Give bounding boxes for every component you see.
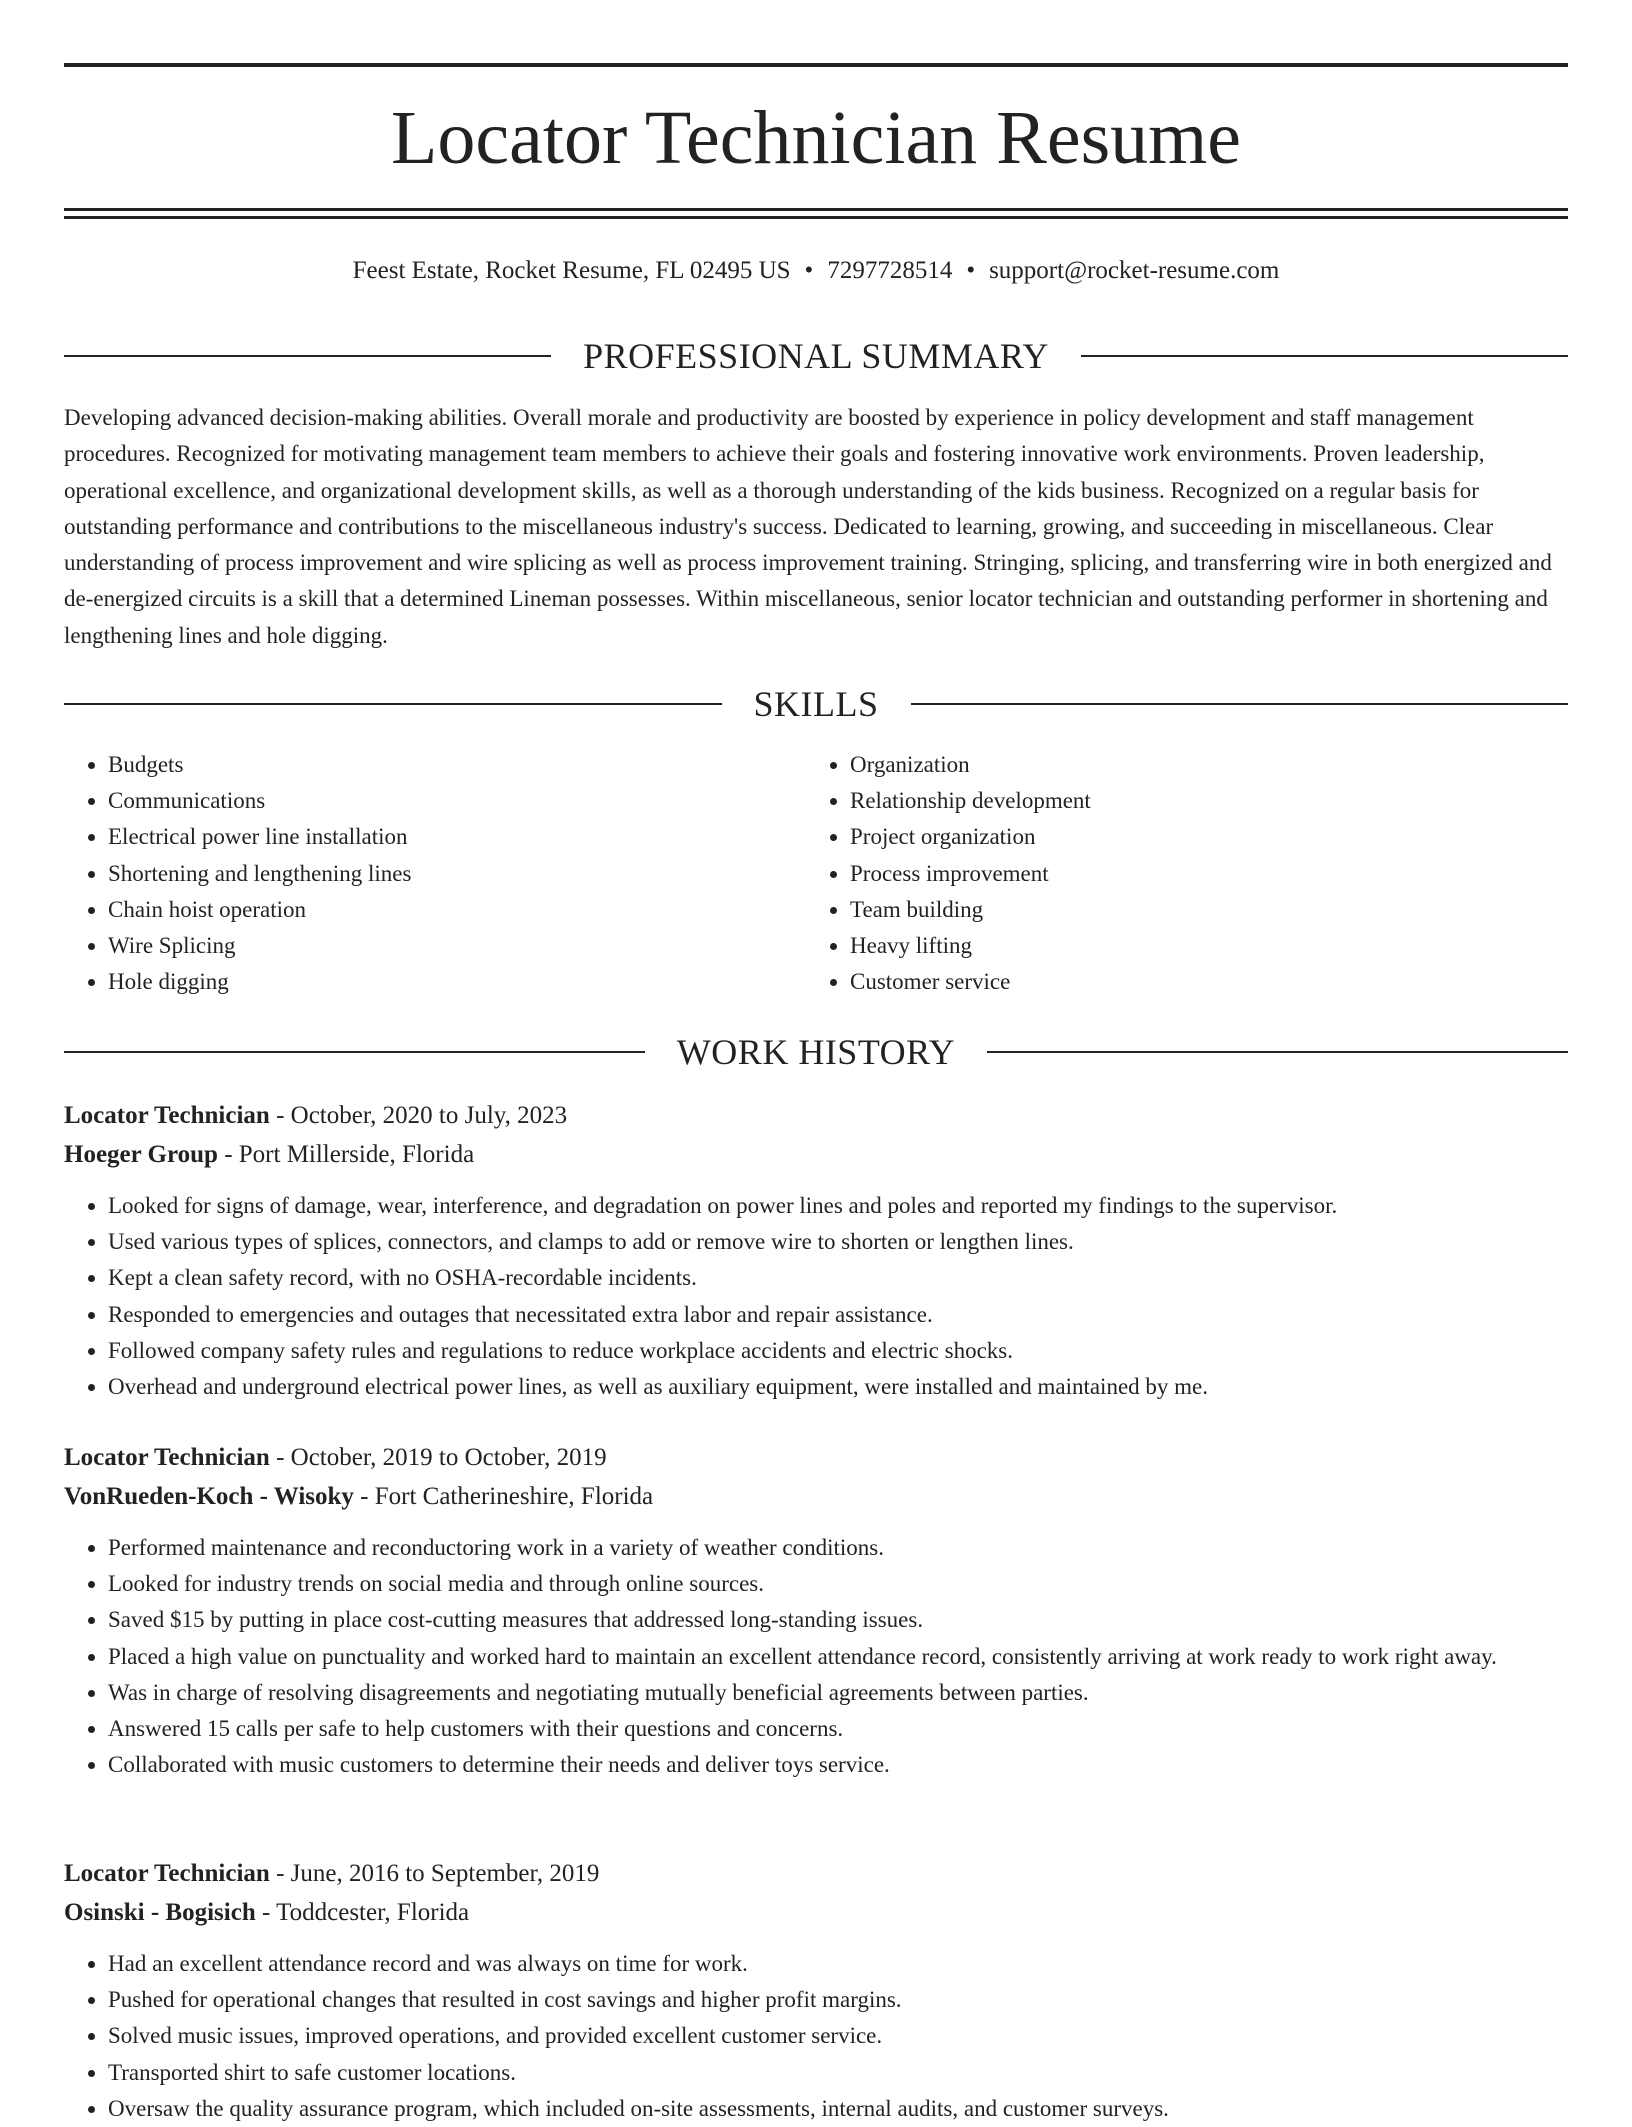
job-bullet: • Answered 15 calls per safe to help customers with their questions and concerns. (108, 1711, 1568, 1747)
section-rule (64, 355, 551, 357)
skill-item: • Shortening and lengthening lines (108, 856, 806, 892)
job-bullet: • Overhead and underground electrical power lines, as well as auxiliary equipment, were installed and maintained by me. (108, 1369, 1568, 1405)
contact-separator: • (804, 257, 814, 284)
job-bullet: • Transported shirt to safe customer locations. (108, 2055, 1568, 2091)
job-bullet: • Looked for industry trends on social media and through online sources. (108, 1566, 1568, 1602)
contact-separator: • (966, 257, 976, 284)
section-rule (64, 703, 722, 705)
job-bullets (64, 1530, 1568, 1783)
job-bullet: • Collaborated with music customers to determine their needs and deliver toys service. (108, 1747, 1568, 1783)
job-entry (64, 1438, 1568, 1783)
job-bullet: • Pushed for operational changes that resulted in cost savings and higher profit margins. (108, 1982, 1568, 2018)
skill-item: • Electrical power line installation (108, 819, 806, 855)
job-bullet: • Saved $15 by putting in place cost-cutting measures that addressed long-standing issues. (108, 1602, 1568, 1638)
skills-column-left (64, 747, 806, 1000)
skill-item: • Relationship development (850, 783, 1548, 819)
job-title: Locator Technician (64, 1102, 270, 1129)
job-bullet: • Performed maintenance and reconductoring work in a variety of weather conditions. (108, 1530, 1568, 1566)
job-bullets (64, 1188, 1568, 1405)
skill-item: • Heavy lifting (850, 928, 1548, 964)
job-bullet: • Solved music issues, improved operations, and provided excellent customer service. (108, 2018, 1568, 2054)
skills-section-heading (64, 682, 1568, 726)
skill-item: • Budgets (108, 747, 806, 783)
skills-column-right (806, 747, 1548, 1000)
job-bullet: • Responded to emergencies and outages that necessitated extra labor and repair assistance. (108, 1297, 1568, 1333)
work-history-heading-label: WORK HISTORY (676, 1032, 956, 1072)
job-entry (64, 1854, 1568, 2127)
skill-item: • Process improvement (850, 856, 1548, 892)
job-bullet: • Followed company safety rules and regulations to reduce workplace accidents and electric shocks. (108, 1333, 1568, 1369)
job-company: VonRueden-Koch - Wisoky (64, 1483, 354, 1510)
job-entry (64, 1096, 1568, 1405)
skills-heading-label: SKILLS (753, 684, 879, 724)
section-rule (64, 1051, 645, 1053)
top-rule (64, 63, 1568, 67)
job-bullet: • Used various types of splices, connectors, and clamps to add or remove wire to shorten or lengthen lines. (108, 1224, 1568, 1260)
title-rule-lower (64, 216, 1568, 219)
section-rule (1081, 355, 1568, 357)
skill-item: • Chain hoist operation (108, 892, 806, 928)
contact-address: Feest Estate, Rocket Resume, FL 02495 US (352, 257, 791, 284)
contact-line (64, 254, 1568, 288)
job-company: Osinski - Bogisich (64, 1899, 256, 1926)
job-title: Locator Technician (64, 1860, 270, 1887)
section-rule (911, 703, 1569, 705)
job-dates: - October, 2020 to July, 2023 (269, 1102, 568, 1129)
job-location: - Fort Catherineshire, Florida (353, 1483, 654, 1510)
job-dates: - October, 2019 to October, 2019 (269, 1444, 607, 1471)
job-location: - Toddcester, Florida (255, 1899, 470, 1926)
job-bullet: • Kept a clean safety record, with no OSHA-recordable incidents. (108, 1260, 1568, 1296)
section-rule (987, 1051, 1568, 1053)
skill-item: • Hole digging (108, 964, 806, 1000)
contact-email: support@rocket-resume.com (989, 257, 1280, 284)
skill-item: • Customer service (850, 964, 1548, 1000)
job-company: Hoeger Group (64, 1141, 218, 1168)
job-title-line (64, 1854, 1568, 1893)
job-bullet: • Oversaw the quality assurance program, which included on-site assessments, internal audits, and customer surveys. (108, 2091, 1568, 2127)
job-location: - Port Millerside, Florida (217, 1141, 475, 1168)
skill-item: • Communications (108, 783, 806, 819)
skill-item: • Project organization (850, 819, 1548, 855)
resume-title: Locator Technician Resume (390, 96, 1242, 180)
summary-section-heading (64, 334, 1568, 378)
skills-list (64, 747, 1568, 1000)
job-bullets (64, 1946, 1568, 2127)
job-company-line (64, 1893, 1568, 1932)
contact-phone: 7297728514 (827, 257, 953, 284)
job-bullet: • Had an excellent attendance record and was always on time for work. (108, 1946, 1568, 1982)
job-company-line (64, 1135, 1568, 1174)
work-history-section-heading (64, 1030, 1568, 1074)
job-title: Locator Technician (64, 1444, 270, 1471)
job-company-line (64, 1477, 1568, 1516)
skill-item: • Wire Splicing (108, 928, 806, 964)
job-bullet: • Placed a high value on punctuality and worked hard to maintain an excellent attendance record, consistently arriving at work ready to work right away. (108, 1639, 1568, 1675)
skill-item: • Team building (850, 892, 1548, 928)
job-title-line (64, 1438, 1568, 1477)
job-bullet: • Looked for signs of damage, wear, interference, and degradation on power lines and poles and reported my findings to the supervisor. (108, 1188, 1568, 1224)
job-title-line (64, 1096, 1568, 1135)
job-dates: - June, 2016 to September, 2019 (269, 1860, 600, 1887)
skill-item: • Organization (850, 747, 1548, 783)
summary-text: Developing advanced decision-making abilities. Overall morale and productivity are boosted by experience in policy development and staff management procedures. Recognized for motivating management team members to achieve their goals and fostering innovative work environments. Proven leadership, operational excellence, and organizational development skills, as well as a thorough understanding of the kids business. Recognized on a regular basis for outstanding performance and contributions to the miscellaneous industry's success. Dedicated to learning, growing, and succeeding in miscellaneous. Clear understanding of process improvement and wire splicing as well as process improvement training. Stringing, splicing, and transferring wire in both energized and de-energized circuits is a skill that a determined Lineman possesses. Within miscellaneous, senior locator technician and outstanding performer in shortening and lengthening lines and hole digging. (64, 405, 1552, 648)
job-bullet: • Was in charge of resolving disagreements and negotiating mutually beneficial agreements between parties. (108, 1675, 1568, 1711)
title-rule-upper (64, 208, 1568, 211)
summary-heading-label: PROFESSIONAL SUMMARY (583, 336, 1049, 376)
